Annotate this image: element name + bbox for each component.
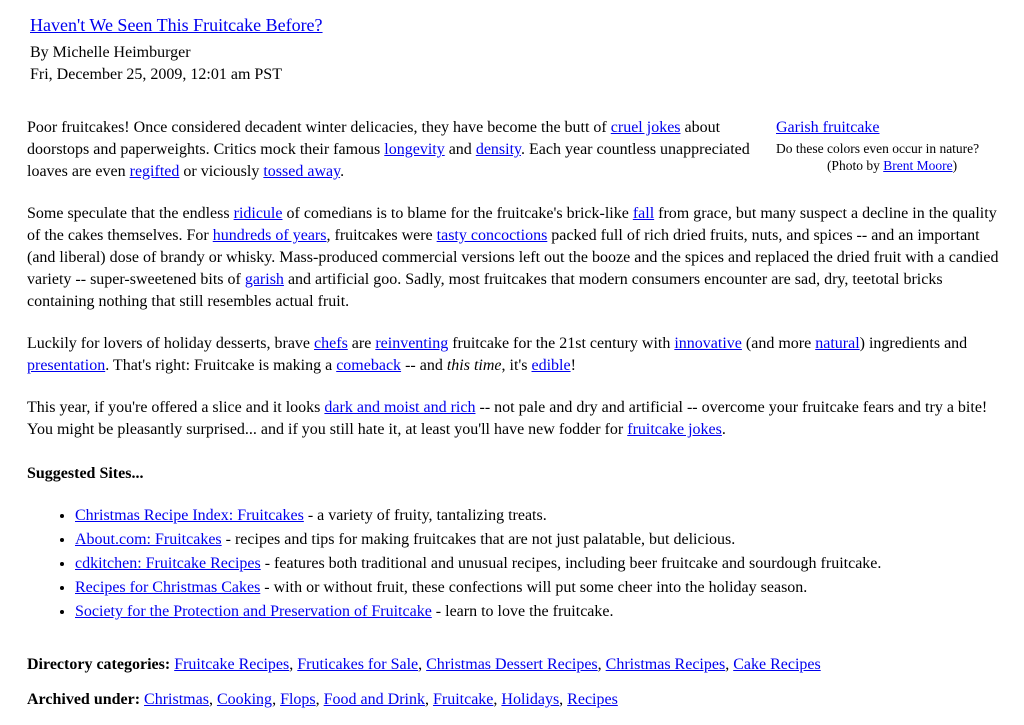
list-item: [75, 505, 1008, 527]
inline-link[interactable]: Holidays: [501, 691, 560, 708]
photo-title-link[interactable]: Garish fruitcake: [776, 119, 880, 136]
text-segment: ,: [418, 656, 427, 673]
inline-link[interactable]: garish: [244, 271, 284, 288]
inline-link[interactable]: Recipes for Christmas Cakes: [75, 579, 261, 596]
text-segment: and: [444, 141, 476, 158]
paragraph-4: [27, 397, 1008, 441]
text-segment: , fruitcakes were: [326, 227, 437, 244]
text-segment: - features both traditional and unusual recipes, including beer fruitcake and sourdough fruitcake.: [260, 555, 882, 572]
suggested-sites-heading: Suggested Sites...: [27, 465, 144, 482]
text-segment: , it's: [501, 357, 532, 374]
text-segment: are: [347, 335, 376, 352]
text-segment: ,: [493, 691, 502, 708]
text-segment: ,: [559, 691, 568, 708]
text-segment: (Photo by: [826, 158, 884, 173]
text-segment: .: [340, 163, 345, 180]
article-body: [27, 117, 1008, 711]
directory-links: [170, 656, 821, 673]
text-segment: - a variety of fruity, tantalizing treats.: [303, 507, 547, 524]
inline-link[interactable]: About.com: Fruitcakes: [75, 531, 222, 548]
publish-date: Fri, December 25, 2009, 12:01 am PST: [30, 66, 282, 83]
text-segment: ): [952, 158, 958, 173]
inline-link[interactable]: edible: [531, 357, 571, 374]
inline-link[interactable]: Society for the Protection and Preservation of Fruitcake: [75, 603, 432, 620]
inline-link[interactable]: fall: [632, 205, 655, 222]
suggested-sites-list: [27, 505, 1008, 623]
inline-link[interactable]: Christmas: [144, 691, 209, 708]
list-item: [75, 529, 1008, 551]
text-segment: This year, if you're offered a slice and it looks: [27, 399, 325, 416]
text-segment: packed full of rich dried fruits, nuts, and spices -- and an important (and liberal) dose of brandy or whisky. Mass-produced commercial versions left out the booze and the spices and replaced the dried fruit with a candied variety -- super-sweetened bits of: [27, 227, 999, 288]
list-item: [75, 553, 1008, 575]
text-segment: of comedians is to blame for the fruitcake's brick-like: [282, 205, 633, 222]
inline-link[interactable]: Cooking: [216, 691, 273, 708]
text-segment: !: [570, 357, 576, 374]
inline-link[interactable]: Recipes: [567, 691, 618, 708]
text-segment: . That's right: Fruitcake is making a: [105, 357, 337, 374]
text-segment: Some speculate that the endless: [27, 205, 234, 222]
text-segment: -- and: [401, 357, 447, 374]
photo-caption: Do these colors even occur in nature?: [776, 141, 980, 156]
inline-link[interactable]: ridicule: [233, 205, 283, 222]
text-segment: ,: [272, 691, 281, 708]
inline-link[interactable]: Fruticakes for Sale: [297, 656, 419, 673]
text-segment: - recipes and tips for making fruitcakes that are not just palatable, but delicious.: [221, 531, 736, 548]
inline-link[interactable]: cdkitchen: Fruitcake Recipes: [75, 555, 261, 572]
text-segment: about doorstops and paperweights. Critics mock their famous: [27, 119, 721, 158]
text-segment: ,: [725, 656, 734, 673]
text-segment: or viciously: [179, 163, 264, 180]
inline-link[interactable]: cruel jokes: [610, 119, 681, 136]
text-segment: .: [721, 421, 726, 438]
text-segment: ) ingredients and: [859, 335, 968, 352]
text-segment: and artificial goo. Sadly, most fruitcakes that modern consumers encounter are sad, dry, teetotal bricks containing nothing that still resembles actual fruit.: [27, 271, 943, 310]
inline-link[interactable]: Fruitcake Recipes: [174, 656, 290, 673]
inline-link[interactable]: hundreds of years: [212, 227, 327, 244]
text-segment: ,: [424, 691, 433, 708]
inline-link[interactable]: reinventing: [375, 335, 449, 352]
inline-link[interactable]: Brent Moore: [883, 158, 953, 173]
inline-link[interactable]: comeback: [336, 357, 402, 374]
inline-link[interactable]: tossed away: [263, 163, 341, 180]
text-segment: ,: [208, 691, 217, 708]
list-item: [75, 577, 1008, 599]
text-segment: fruitcake for the 21st century with: [448, 335, 675, 352]
list-item: [75, 601, 1008, 623]
text-segment: ,: [289, 656, 298, 673]
text-segment: - with or without fruit, these confections will put some cheer into the holiday season.: [260, 579, 808, 596]
text-segment: ,: [597, 656, 606, 673]
inline-link[interactable]: natural: [815, 335, 860, 352]
inline-link[interactable]: regifted: [129, 163, 180, 180]
inline-link[interactable]: density: [475, 141, 521, 158]
text-segment: . Each year countless unappreciated loaves are even: [27, 141, 750, 180]
article-title-link[interactable]: Haven't We Seen This Fruitcake Before?: [30, 15, 323, 35]
paragraph-3: [27, 333, 1008, 377]
text-segment: ,: [315, 691, 324, 708]
text-segment: Luckily for lovers of holiday desserts, brave: [27, 335, 315, 352]
byline: By Michelle Heimburger: [30, 44, 191, 61]
directory-categories-row: [27, 654, 1008, 676]
photo-credit: [776, 157, 1008, 174]
archived-under-label: Archived under:: [27, 691, 141, 708]
inline-link[interactable]: Food and Drink: [323, 691, 425, 708]
inline-link[interactable]: Cake Recipes: [733, 656, 821, 673]
inline-link[interactable]: chefs: [314, 335, 348, 352]
archived-under-row: [27, 689, 1008, 711]
text-segment: (and more: [741, 335, 816, 352]
inline-link[interactable]: presentation: [27, 357, 106, 374]
text-segment: Poor fruitcakes! Once considered decadent winter delicacies, they have become the butt of: [27, 119, 611, 136]
inline-link[interactable]: longevity: [384, 141, 445, 158]
italic-text: this time: [446, 357, 502, 374]
inline-link[interactable]: Christmas Recipe Index: Fruitcakes: [75, 507, 304, 524]
inline-link[interactable]: Christmas Dessert Recipes: [426, 656, 598, 673]
archived-links: [140, 691, 618, 708]
text-segment: -- not pale and dry and artificial -- overcome your fruitcake fears and try a bite! You might be pleasantly surprised... and if you still hate it, at least you'll have new fodder for: [27, 399, 988, 438]
inline-link[interactable]: tasty concoctions: [436, 227, 548, 244]
inline-link[interactable]: Christmas Recipes: [605, 656, 726, 673]
inline-link[interactable]: dark and moist and rich: [324, 399, 476, 416]
article-header: [30, 14, 1008, 86]
directory-categories-label: Directory categories:: [27, 656, 171, 673]
photo-caption-box: [776, 117, 1008, 174]
paragraph-2: [27, 203, 1008, 313]
text-segment: - learn to love the fruitcake.: [431, 603, 614, 620]
inline-link[interactable]: fruitcake jokes: [627, 421, 722, 438]
inline-link[interactable]: Fruitcake: [432, 691, 494, 708]
inline-link[interactable]: Flops: [280, 691, 316, 708]
text-segment: from grace, but many suspect a decline in the quality of the cakes themselves. For: [27, 205, 997, 244]
inline-link[interactable]: innovative: [674, 335, 742, 352]
